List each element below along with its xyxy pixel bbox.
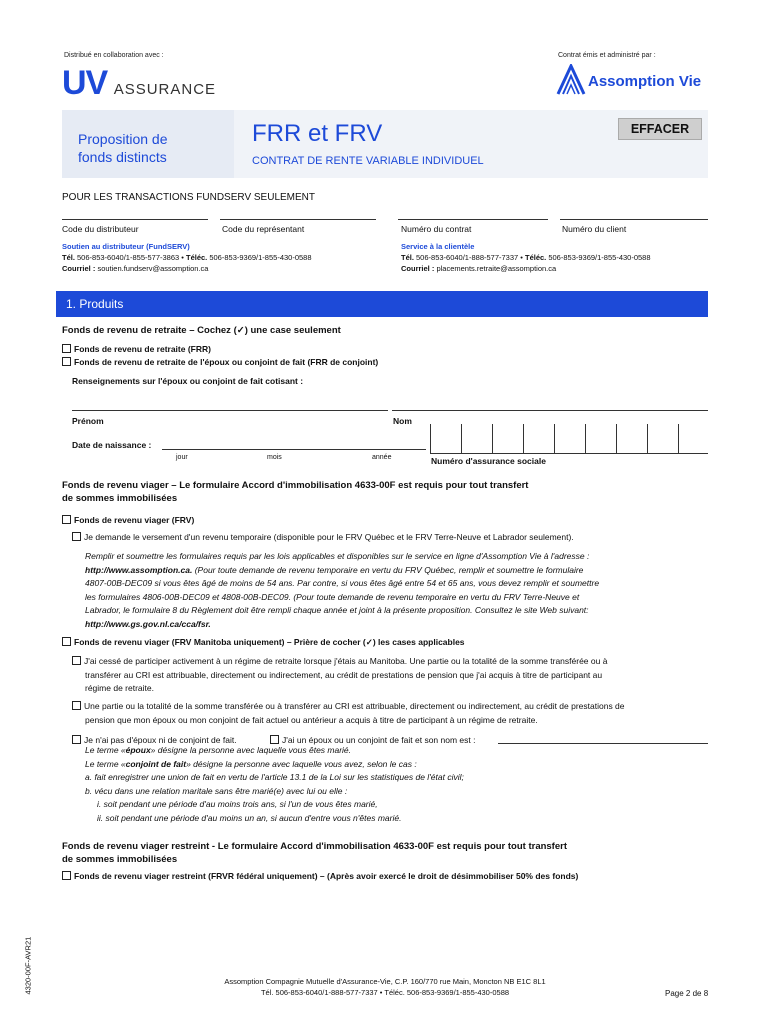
def-a: a. fait enregistrer une union de fait en vertu de l'article 13.1 de la Loi sur les statistiques de l'état civil; [85,772,464,782]
sin-boxes[interactable] [430,424,708,454]
rrif-heading: Fonds de revenu de retraite – Cochez (✓) une case seulement [62,325,341,336]
assomption-url-link[interactable]: http://www.assomption.ca. [85,564,193,575]
def-b: b. vécu dans une relation maritale sans être marié(e) avec lui ou elle : [85,785,348,796]
insured-by-text: Contrat émis et administré par : [558,52,656,59]
frr-option[interactable] [62,344,211,354]
contract-number-field[interactable]: Numéro du contrat [401,224,472,234]
page-title: FRR et FRV [252,120,383,147]
nl-gov-url-link[interactable]: http://www.gs.gov.nl.ca/cca/fsr. [85,618,211,629]
mb1-line3: régime de retraite. [85,683,154,693]
dob-year-label: année [372,454,392,461]
clear-button[interactable]: EFFACER [618,118,702,140]
assomption-vie-name: Assomption Vie [588,73,702,90]
page-number: Page 2 de 8 [665,989,709,998]
mb1-line2: transférer au CRI est attribuable, directement ou indirectement, au crédit de prestations de pension que j'ai acquis à titre de participant au [85,669,603,680]
fundserv-heading: POUR LES TRANSACTIONS FUNDSERV SEULEMENT [62,192,316,203]
def1-pre: Le terme « [85,745,126,755]
manitoba-option-2[interactable] [72,700,710,727]
temp-instr-line4: les formulaires 4806-00B-DEC09 et 4808-00B-DEC09. (Pour toute demande de revenu temporaire en vertu du FRV Terre-Neuve et [85,591,580,602]
temp-income-instructions [85,550,710,631]
mb2-line1: Une partie ou la totalité de la somme transférée ou à transférer au CRI est attribuable, directement ou indirectement, au crédit de prestations de [84,701,625,711]
frr-spouse-option[interactable] [62,357,378,367]
temp-instr-line2: (Pour toute demande de revenu temporaire en vertu du FRV Québec, remplir et soumettre le formulaire [192,564,584,575]
frv-checkbox[interactable] [62,515,71,524]
support-fax: 506-853-9369/1-855-430-0588 [209,253,312,262]
frr-spouse-label: Fonds de revenu de retraite de l'époux ou conjoint de fait (FRR de conjoint) [74,357,379,367]
client-service-tel-label: Tél. [401,253,414,262]
def2-term: conjoint de fait [125,758,187,769]
assomption-vie-mark-icon [556,64,586,96]
dob-day-label: jour [176,454,188,461]
page-subtitle: CONTRAT DE RENTE VARIABLE INDIVIDUEL [252,155,484,167]
client-number-line [560,219,708,220]
manitoba-label: Fonds de revenu viager (FRV Manitoba uniquement) – Prière de cocher (✓) les cases applicables [74,637,465,647]
client-service-email-label: Courriel : [401,264,435,273]
def1-post: » désigne la personne avec laquelle vous êtes marié. [150,745,352,755]
distributed-by-text: Distribué en collaboration avec : [64,52,164,59]
lif-heading [62,479,528,505]
rep-code-line [220,219,376,220]
distributor-support-block [62,241,312,274]
dob-label: Date de naissance : [72,440,152,450]
support-fax-label: Téléc. [185,253,208,262]
temp-instr-line5: Labrador, le formulaire 8 du Règlement doit être rempli chaque année et joint à la présente proposition. Consultez le site Web suivant: [85,605,589,615]
footer-address [0,976,770,998]
rlif-checkbox[interactable] [62,871,71,880]
last-name-line [392,410,708,411]
manitoba-1-checkbox[interactable] [72,656,81,665]
rlif-label: Fonds de revenu viager restreint (FRVR fédéral uniquement) – (Après avoir exercé le droit de désimmobiliser 50% des fonds) [74,871,579,881]
manitoba-checkbox[interactable] [62,637,71,646]
lif-heading-line1: Fonds de revenu viager – Le formulaire Accord d'immobilisation 4633-00F est requis pour tout transfert [62,480,529,491]
support-title: Soutien au distributeur (FundSERV) [62,242,190,251]
manitoba-2-checkbox[interactable] [72,701,81,710]
footer-line1: Assomption Compagnie Mutuelle d'Assurance-Vie, C.P. 160/770 rue Main, Moncton NB E1C 8L1 [224,977,546,986]
def2-pre: Le terme « [85,758,126,769]
proposition-line1: Proposition de [78,131,168,147]
frr-spouse-checkbox[interactable] [62,357,71,366]
def2-post: » désigne la personne avec laquelle vous avez, selon le cas : [186,758,417,769]
mb1-line1: J'ai cessé de participer activement à un régime de retraite lorsque j'étais au Manitoba. Une partie ou la totalité de la somme transférée ou à [84,656,608,666]
temp-income-checkbox[interactable] [72,532,81,541]
sin-label: Numéro d'assurance sociale [431,456,546,466]
proposition-line2: fonds distincts [78,149,167,165]
has-spouse-label: J'ai un époux ou un conjoint de fait et son nom est : [282,735,476,745]
last-name-field[interactable]: Nom [393,416,412,426]
manitoba-option[interactable] [62,637,465,648]
support-tel: 506-853-6040/1-855-577-3863 • [77,253,184,262]
mb2-line2: pension que mon époux ou mon conjoint de fait actuel ou antérieur a acquis à titre de participant à un régime de retraite. [85,714,538,725]
rlif-heading-line2: de sommes immobilisées [62,854,178,865]
lif-heading-line2: de sommes immobilisées [62,493,178,504]
form-code: 4320-00F-AVR21 [23,936,33,995]
manitoba-option-1[interactable] [72,655,710,696]
section-1-header [56,291,708,317]
temp-income-option[interactable] [72,532,574,542]
temp-income-label: Je demande le versement d'un revenu temporaire (disponible pour le FRV Québec et le FRV Terre-Neuve et Labrador seulement). [84,532,574,542]
client-number-field[interactable]: Numéro du client [562,224,627,234]
def1-term: époux [125,745,151,755]
first-name-line [72,410,388,411]
temp-instr-line1: Remplir et soumettre les formulaires requis par les lois applicables et disponibles sur le service en ligne d'Assomption Vie à l'adresse : [85,551,590,561]
uv-assurance-logo [62,64,216,103]
temp-instr-line3: 4807-00B-DEC09 si vous êtes âgé de moins de 54 ans. Par contre, si vous êtes âgé entre 54 et 65 ans, vous devez remplir et soumettre [85,578,600,588]
def-i: i. soit pendant une période d'au moins trois ans, si l'un de vous êtes marié, [97,799,378,809]
has-spouse-checkbox[interactable] [270,735,279,744]
support-tel-label: Tél. [62,253,75,262]
title-box [234,110,708,178]
frr-label: Fonds de revenu de retraite (FRR) [74,344,211,354]
footer-line2: Tél. 506-853-6040/1-888-577-7337 • Téléc. 506-853-9369/1-855-430-0588 [260,988,510,997]
definitions-block [85,744,710,825]
def-ii: ii. soit pendant une période d'au moins un an, si aucun d'entre vous n'êtes marié. [97,812,402,823]
uv-logo-assurance: ASSURANCE [113,81,217,98]
support-email: soutien.fundserv@assomption.ca [97,264,209,273]
assomption-vie-logo [556,64,706,98]
dob-month-label: mois [267,454,282,461]
client-service-block [401,241,651,274]
rlif-heading [62,840,567,866]
frv-label: Fonds de revenu viager (FRV) [74,515,195,525]
client-service-title: Service à la clientèle [401,242,475,251]
first-name-field[interactable]: Prénom [72,416,104,426]
uv-logo-letters: UV [62,64,108,102]
rlif-option[interactable] [62,871,578,881]
rlif-heading-line1: Fonds de revenu viager restreint - Le formulaire Accord d'immobilisation 4633-00F est requis pour tout transfert [62,841,567,852]
section-1-title: 1. Produits [66,297,124,311]
client-service-fax-label: Téléc. [524,253,547,262]
client-service-email: placements.retraite@assomption.ca [436,264,557,273]
distributor-code-line [62,219,208,220]
spouse-info-label: Renseignements sur l'époux ou conjoint de fait cotisant : [72,376,304,386]
no-spouse-checkbox[interactable] [72,735,81,744]
distributor-code-field[interactable]: Code du distributeur [62,224,139,234]
frr-checkbox[interactable] [62,344,71,353]
contract-number-line [398,219,548,220]
dob-line[interactable] [162,449,426,450]
rep-code-field[interactable]: Code du représentant [222,224,305,234]
client-service-tel: 506-853-6040/1-888-577-7337 • [416,253,523,262]
client-service-fax: 506-853-9369/1-855-430-0588 [548,253,651,262]
proposition-box [62,110,234,178]
support-email-label: Courriel : [62,264,96,273]
frv-option[interactable] [62,515,194,525]
no-spouse-label: Je n'ai pas d'époux ni de conjoint de fait. [84,735,237,745]
